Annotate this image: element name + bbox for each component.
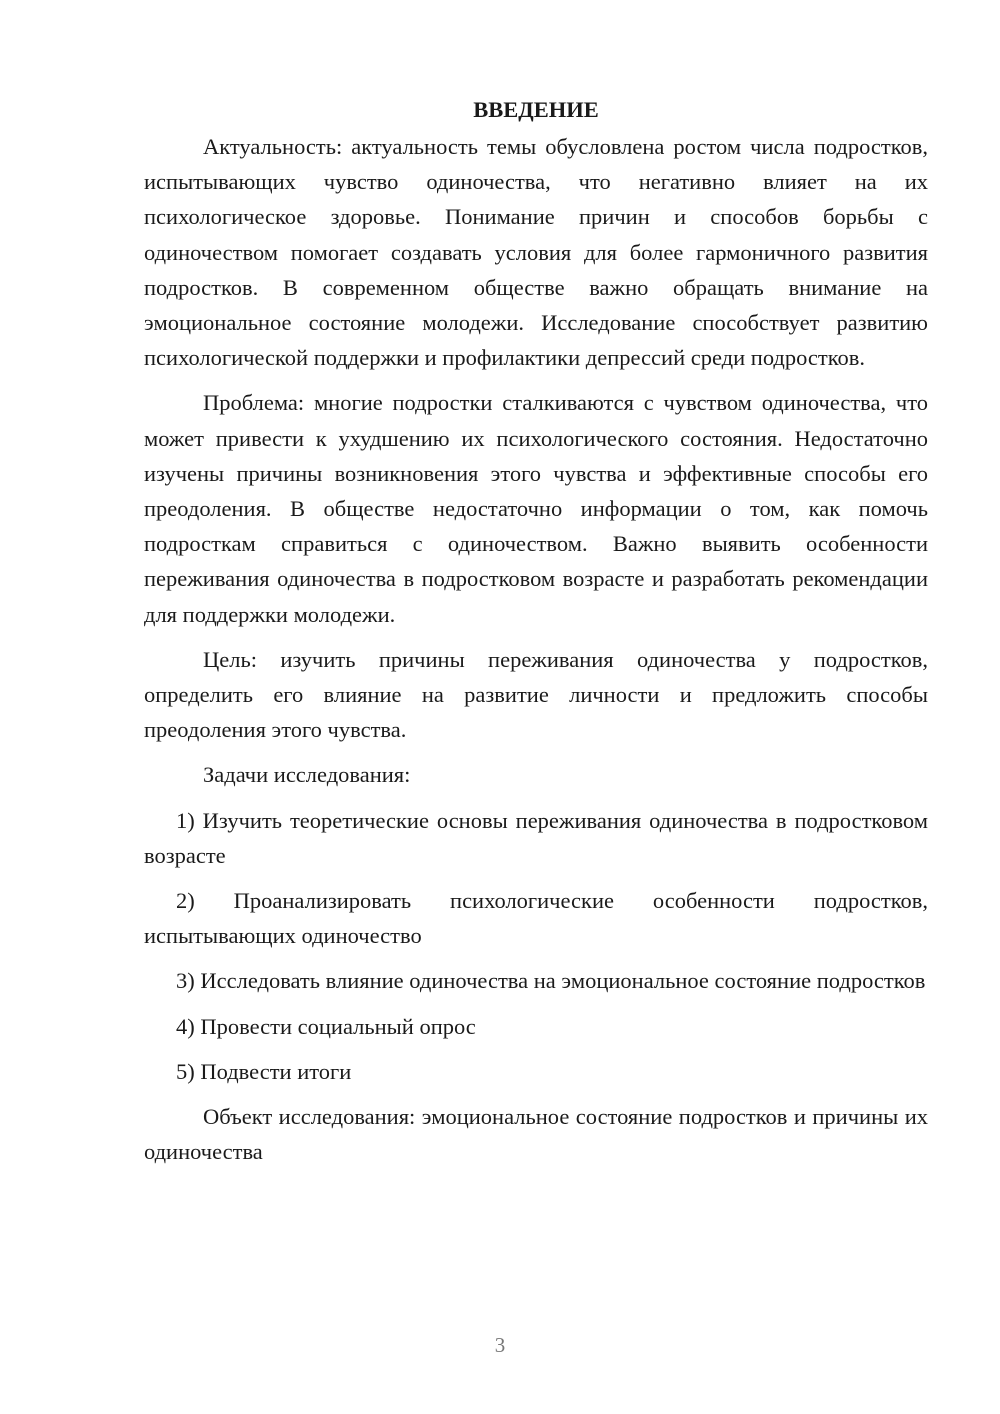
paragraph-object: Объект исследования: эмоциональное состояние подростков и причины их одиночества	[144, 1104, 928, 1165]
paragraph-goal: Цель: изучить причины переживания одиночества у подростков, определить его влияние на развитие личности и предложить способы преодоления этого чувства.	[144, 646, 928, 743]
section-title: ВВЕДЕНИЕ	[473, 97, 599, 122]
tasks-heading: Задачи исследования:	[203, 762, 411, 788]
page-number: 3	[494, 1333, 506, 1357]
paragraph-relevance: Актуальность: актуальность темы обусловлена ростом числа подростков, испытывающих чувство одиночества, что негативно влияет на их психологическое здоровье. Понимание причин и способов борьбы с одиночеством помогает создавать условия для более гармоничного развития подростков. В современном обществе важно обращать внимание на эмоциональное состояние молодежи. Исследование способствует развитию психологической поддержки и профилактики депрессий среди подростков.	[144, 134, 928, 371]
task-item-3: 3) Исследовать влияние одиночества на эмоциональное состояние подростков	[176, 968, 926, 994]
task-item-5: 5) Подвести итоги	[176, 1058, 352, 1084]
task-item-4: 4) Провести социальный опрос	[176, 1013, 476, 1039]
task-item-2: 2) Проанализировать психологические особенности подростков, испытывающих одиночество	[144, 888, 928, 949]
paragraph-problem: Проблема: многие подростки сталкиваются с чувством одиночества, что может привести к ухудшению их психологического состояния. Недостаточно изучены причины возникновения этого чувства и эффективные способы его преодоления. В обществе недостаточно информации о том, как помочь подросткам справиться с одиночеством. Важно выявить особенности переживания одиночества в подростковом возрасте и разработать рекомендации для поддержки молодежи.	[144, 390, 928, 627]
task-item-1: 1) Изучить теоретические основы переживания одиночества в подростковом возрасте	[144, 807, 928, 868]
document-page	[144, 92, 928, 1179]
